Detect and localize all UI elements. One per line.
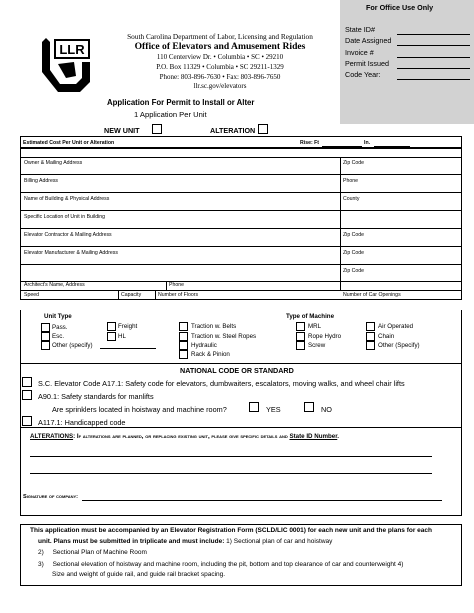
traction-belts-label: Traction w. Belts (191, 323, 237, 330)
office-field-state-id[interactable]: State ID# (345, 26, 472, 37)
address-line-2: P.O. Box 11329 • Columbia • SC 29211-1329 (156, 62, 284, 71)
dept-name: South Carolina Department of Labor, Licensing and Regulation (127, 32, 313, 41)
sprinkler-yes-label: YES (266, 405, 281, 414)
traction-ropes-checkbox[interactable] (179, 332, 188, 341)
rise-ft-label: Rise: Ft (300, 140, 320, 146)
alterations-box (20, 428, 462, 516)
sprinkler-yes-checkbox[interactable] (249, 402, 259, 412)
logo-text: LLR (59, 42, 85, 57)
office-use-fields (345, 26, 472, 82)
estimated-cost-label: Estimated Cost Per Unit or Alteration (23, 140, 115, 146)
llr-logo (36, 32, 98, 96)
office-name: Office of Elevators and Amusement Rides (134, 41, 306, 52)
manufacturer-address-field[interactable]: Elevator Manufacturer & Mailing Address (24, 250, 118, 256)
chain-label: Chain (378, 333, 395, 340)
traction-ropes-label: Traction w. Steel Ropes (191, 333, 257, 340)
floors-field[interactable]: Number of Floors (158, 292, 199, 298)
form-title: Application For Permit to Install or Alter (107, 98, 255, 107)
freight-label: Freight (118, 323, 138, 330)
mrl-checkbox[interactable] (296, 322, 305, 331)
signature-label: Signature of company: (23, 494, 78, 500)
rack-pinion-label: Rack & Pinion (191, 351, 230, 358)
pass-label: Pass. (52, 324, 68, 331)
address-line-1: 110 Centerview Dr. • Columbia • SC • 29210 (156, 53, 284, 61)
requirement-item-3: 3) Sectional elevation of hoistway and machine room, including the pit, bottom and top clearance of car and counterweight 4) (38, 561, 404, 568)
esc-checkbox[interactable] (41, 332, 50, 341)
zip-code-field-owner[interactable]: Zip Code (343, 160, 365, 166)
alteration-label: ALTERATION (210, 126, 256, 135)
a117-checkbox[interactable] (22, 416, 32, 426)
office-field-date-assigned[interactable]: Date Assigned (345, 37, 472, 48)
architect-field[interactable]: Architect's Name, Address (24, 282, 85, 288)
unit-type-title: Unit Type (44, 313, 72, 320)
zip-code-field-contractor[interactable]: Zip Code (343, 232, 365, 238)
a90-checkbox[interactable] (22, 390, 32, 400)
building-address-field[interactable]: Name of Building & Physical Address (24, 196, 110, 202)
a117-label: A117.1: Handicapped code (38, 418, 126, 427)
machine-type-title: Type of Machine (286, 313, 335, 320)
requirement-item-2: 2) Sectional Plan of Machine Room (38, 549, 147, 556)
freight-checkbox[interactable] (107, 322, 116, 331)
new-unit-checkbox[interactable] (152, 124, 162, 134)
alterations-line-1[interactable] (30, 456, 432, 457)
rope-hydro-checkbox[interactable] (296, 332, 305, 341)
other-unit-checkbox[interactable] (41, 341, 50, 350)
new-unit-label: NEW UNIT (104, 126, 140, 135)
form-subtitle: 1 Application Per Unit (134, 110, 207, 119)
requirements-intro-2: unit. Plans must be submitted in triplicate and must include: 1) Sectional plan of car and hoistway (38, 538, 333, 545)
car-openings-field[interactable]: Number of Car Openings (343, 292, 401, 298)
air-operated-checkbox[interactable] (366, 322, 375, 331)
sprinkler-no-label: NO (321, 405, 332, 414)
alterations-heading: ALTERATIONS: If alterations are planned, or replacing existing unit, please give specific details and State ID Number. (30, 433, 340, 440)
a171-label: S.C. Elevator Code A17.1: Safety code for elevators, dumbwaiters, escalators, moving walks, and wheel chair lifts (38, 379, 405, 388)
zip-code-field-architect[interactable]: Zip Code (343, 268, 365, 274)
air-operated-label: Air Operated (378, 323, 414, 330)
pass-checkbox[interactable] (41, 323, 50, 332)
a171-checkbox[interactable] (22, 377, 32, 387)
other-unit-label: Other (specify) (52, 342, 93, 349)
billing-address-field[interactable]: Billing Address (24, 178, 59, 184)
requirements-intro-1: This application must be accompanied by an Elevator Registration Form (SCLD/LIC 0001) for each new unit and the plans for each (30, 527, 432, 534)
hydraulic-label: Hydraulic (191, 342, 217, 349)
office-field-permit-issued[interactable]: Permit Issued (345, 60, 472, 71)
traction-belts-checkbox[interactable] (179, 322, 188, 331)
sprinkler-no-checkbox[interactable] (304, 402, 314, 412)
contractor-address-field[interactable]: Elevator Contractor & Mailing Address (24, 232, 112, 238)
rope-hydro-label: Rope Hydro (308, 333, 342, 340)
signature-line[interactable] (82, 500, 442, 501)
owner-address-field[interactable]: Owner & Mailing Address (24, 160, 83, 166)
other-machine-checkbox[interactable] (366, 341, 375, 350)
zip-code-field-manufacturer[interactable]: Zip Code (343, 250, 365, 256)
mrl-label: MRL (308, 323, 322, 330)
alterations-line-2[interactable] (30, 473, 432, 474)
hl-checkbox[interactable] (107, 332, 116, 341)
sprinkler-question: Are sprinklers located in hoistway and machine room? (52, 405, 227, 414)
website[interactable]: llr.sc.gov/elevators (193, 82, 247, 91)
rack-pinion-checkbox[interactable] (179, 350, 188, 359)
office-field-code-year[interactable]: Code Year: (345, 71, 472, 82)
agency-header (100, 32, 340, 92)
other-unit-field[interactable] (100, 348, 156, 349)
office-field-invoice[interactable]: Invoice # (345, 49, 472, 60)
screw-checkbox[interactable] (296, 341, 305, 350)
phone-field-billing[interactable]: Phone (343, 178, 359, 184)
county-field[interactable]: County (343, 196, 360, 202)
screw-label: Screw (308, 342, 326, 349)
capacity-field[interactable]: Capacity (121, 292, 142, 298)
alteration-checkbox[interactable] (258, 124, 268, 134)
hydraulic-checkbox[interactable] (179, 341, 188, 350)
other-machine-label: Other (Specify) (378, 342, 420, 349)
requirement-item-3b: Size and weight of guide rail, and guide rail bracket spacing. (52, 571, 226, 578)
office-use-title: For Office Use Only (366, 3, 434, 12)
speed-field[interactable]: Speed (24, 292, 40, 298)
esc-label: Esc. (52, 333, 65, 340)
office-use-box (340, 0, 474, 124)
chain-checkbox[interactable] (366, 332, 375, 341)
rise-in-label: In. (364, 140, 371, 146)
a90-label: A90.1: Safety standards for manlifts (38, 392, 154, 401)
hl-label: HL (118, 333, 126, 340)
phone-line: Phone: 803-896-7630 • Fax: 803-896-7650 (159, 72, 281, 81)
phone-field-architect[interactable]: Phone (169, 282, 185, 288)
code-section-title: NATIONAL CODE OR STANDARD (180, 366, 294, 375)
unit-location-field[interactable]: Specific Location of Unit in Building (24, 214, 106, 220)
